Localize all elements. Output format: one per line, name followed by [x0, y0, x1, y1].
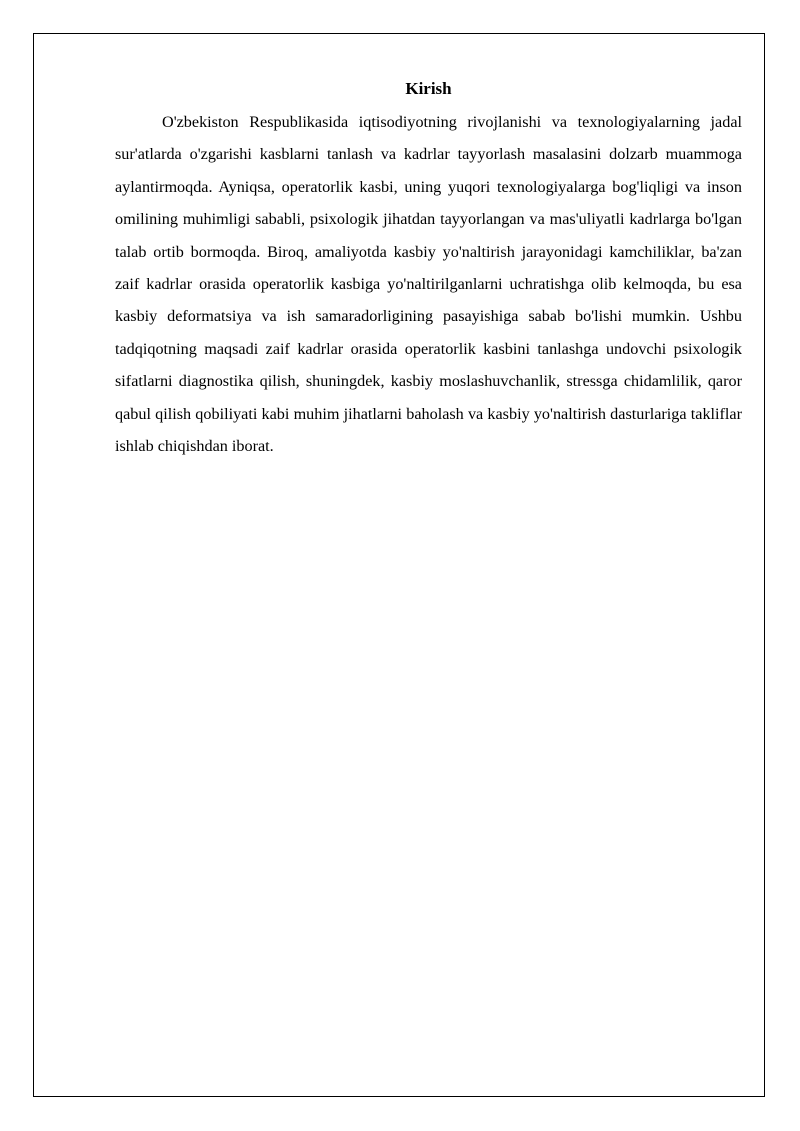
section-title: Kirish	[405, 79, 452, 98]
document-body	[115, 78, 742, 462]
intro-paragraph: O'zbekiston Respublikasida iqtisodiyotning rivojlanishi va texnologiyalarning jadal sur'atlarda o'zgarishi kasblarni tanlash va kadrlar tayyorlash masalasini dolzarb muammoga aylantirmoqda. Ayniqsa, operatorlik kasbi, uning yuqori texnologiyalarga bog'liqligi va inson omilining muhimligi sababli, psixologik jihatdan tayyorlangan va mas'uliyatli kadrlarga bo'lgan talab ortib bormoqda. Biroq, amaliyotda kasbiy yo'naltirish jarayonidagi kamchiliklar, ba'zan zaif kadrlar orasida operatorlik kasbiga yo'naltirilganlarni uchratishga olib kelmoqda, bu esa kasbiy deformatsiya va ish samaradorligining pasayishiga sabab bo'lishi mumkin. Ushbu tadqiqotning maqsadi zaif kadrlar orasida operatorlik kasbini tanlashga undovchi psixologik sifatlarni diagnostika qilish, shuningdek, kasbiy moslashuvchanlik, stressga chidamlilik, qaror qabul qilish qobiliyati kabi muhim jihatlarni baholash va kasbiy yo'naltirish dasturlariga takliflar ishlab chiqishdan iborat.	[115, 113, 742, 456]
